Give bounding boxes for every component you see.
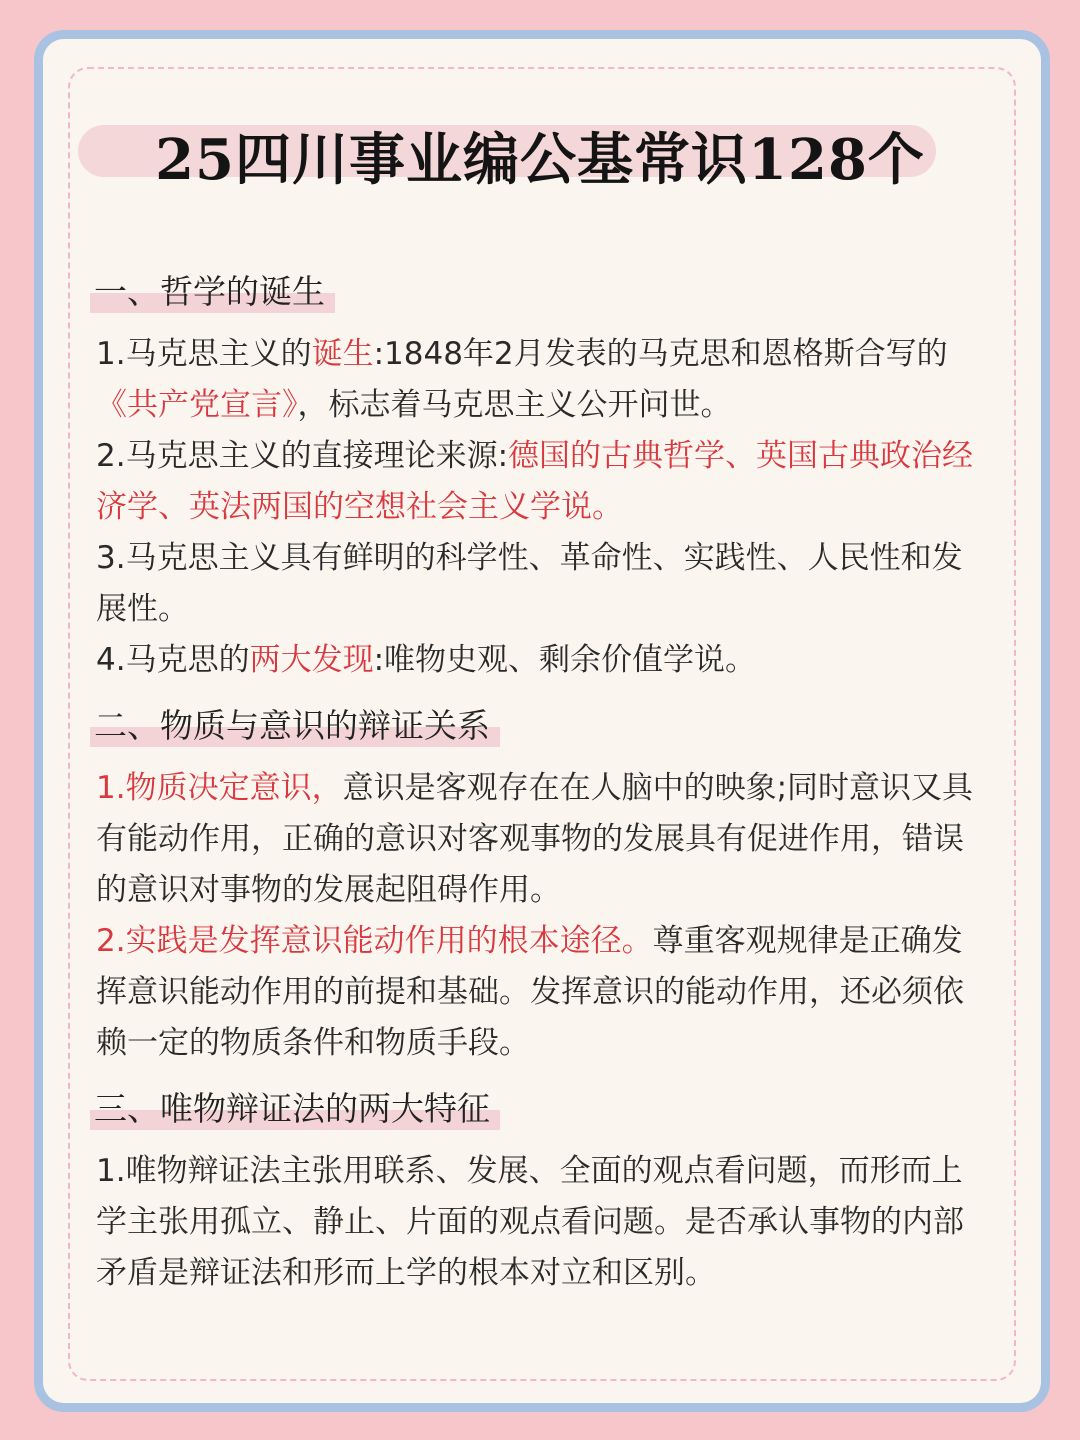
page-title: 25四川事业编公基常识128个	[155, 127, 925, 193]
content	[96, 268, 988, 1315]
list-item: 1.唯物辩证法主张用联系、发展、全面的观点看问题，而形而上学主张用孤立、静止、片面的观点看问题。是否承认事物的内部矛盾是辩证法和形而上学的根本对立和区别。	[96, 1153, 964, 1291]
section-heading: 二、物质与意识的辩证关系	[90, 703, 500, 749]
list-item: 4.马克思的两大发现:唯物史观、剩余价值学说。	[96, 642, 757, 678]
list-item: 2.实践是发挥意识能动作用的根本途径。尊重客观规律是正确发挥意识能动作用的前提和基础。发挥意识的能动作用，还必须依赖一定的物质条件和物质手段。	[96, 923, 964, 1061]
list-item: 1.马克思主义的诞生:1848年2月发表的马克思和恩格斯合写的《共产党宣言》，标志着马克思主义公开问世。	[96, 336, 948, 423]
section-heading: 三、唯物辩证法的两大特征	[90, 1086, 500, 1132]
section-dialectics	[96, 1085, 988, 1299]
section-matter-consciousness	[96, 702, 988, 1069]
section-heading: 一、哲学的诞生	[90, 269, 335, 315]
list-item: 1.物质决定意识，意识是客观存在在人脑中的映象;同时意识又具有能动作用，正确的意识对客观事物的发展具有促进作用，错误的意识对事物的发展起阻碍作用。	[96, 770, 974, 908]
section-philosophy	[96, 268, 988, 686]
list-item: 3.马克思主义具有鲜明的科学性、革命性、实践性、人民性和发展性。	[96, 540, 963, 627]
list-item: 2.马克思主义的直接理论来源:德国的古典哲学、英国古典政治经济学、英法两国的空想社会主义学说。	[96, 438, 974, 525]
